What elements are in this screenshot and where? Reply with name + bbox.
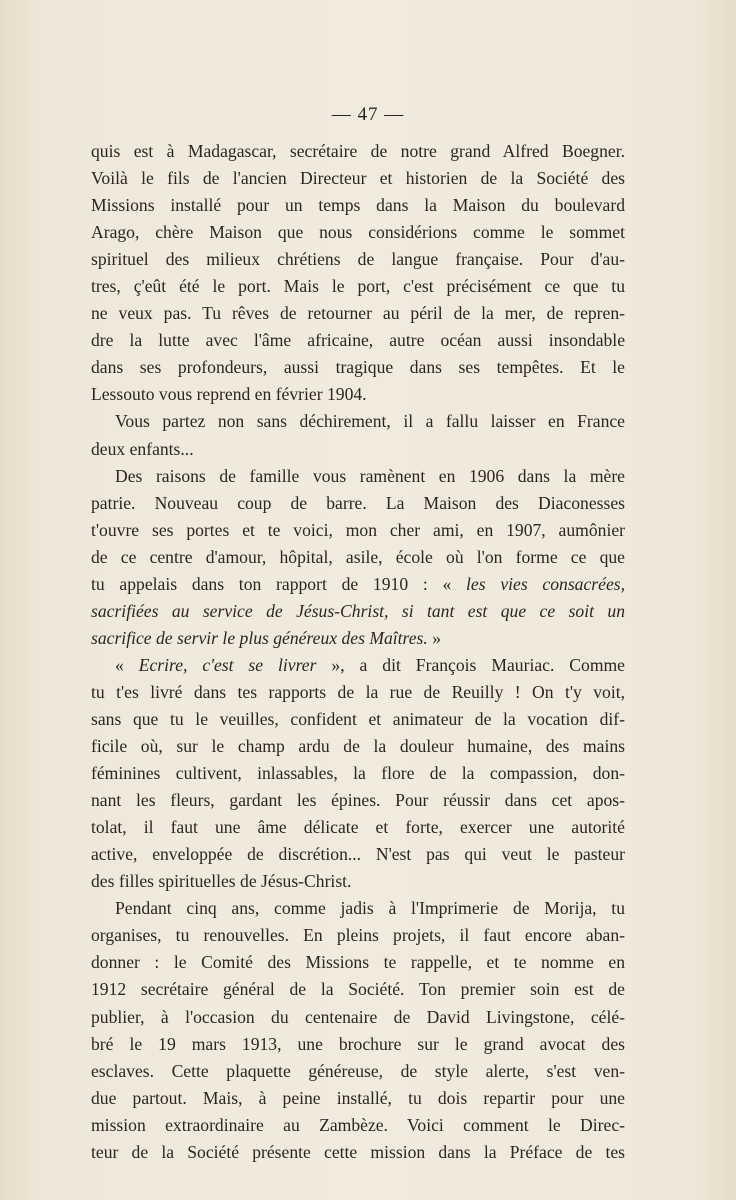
text-line: des filles spirituelles de Jésus-Christ. [91, 871, 352, 892]
text-line: publier, à l'occasion du centenaire de David Livingstone, célé- [91, 1006, 625, 1027]
text-line: active, enveloppée de discrétion... N'est pas qui veut le pasteur [91, 844, 625, 865]
text-line: tolat, il faut une âme délicate et forte, exercer une autorité [91, 817, 625, 838]
text-line: patrie. Nouveau coup de barre. La Maison des Diaconesses [91, 492, 625, 513]
text-line: mission extraordinaire au Zambèze. Voici comment le Direc- [91, 1114, 625, 1135]
text-line: Voilà le fils de l'ancien Directeur et historien de la Société des [91, 168, 625, 189]
text-line: Des raisons de famille vous ramènent en 1906 dans la mère [115, 465, 625, 486]
text-line: quis est à Madagascar, secrétaire de notre grand Alfred Boegner. [91, 141, 625, 161]
text-line [91, 571, 625, 598]
text-line: de ce centre d'amour, hôpital, asile, école où l'on forme ce que [91, 546, 625, 567]
text-line: dre la lutte avec l'âme africaine, autre océan aussi insondable [91, 330, 625, 351]
text-line: Missions installé pour un temps dans la Maison du boulevard [91, 195, 625, 216]
text-line: spirituel des milieux chrétiens de langue française. Pour d'au- [91, 249, 625, 270]
text-line: teur de la Société présente cette mission dans la Préface de tes [91, 1141, 625, 1162]
text-line: bré le 19 mars 1913, une brochure sur le grand avocat des [91, 1033, 625, 1054]
text-line [91, 625, 625, 652]
text-line: Vous partez non sans déchirement, il a fallu laisser en France [115, 411, 625, 432]
italic-text: Ecrire, c'est se livrer [138, 654, 317, 675]
text-line: t'ouvre ses portes et te voici, mon cher ami, en 1907, aumônier [91, 519, 625, 540]
text-span: » [427, 627, 442, 648]
text-line: Pendant cinq ans, comme jadis à l'Imprimerie de Morija, tu [115, 898, 625, 919]
body-text [91, 138, 625, 1166]
text-span: », a dit François Mauriac. Comme [316, 654, 625, 675]
text-line: Lessouto vous reprend en février 1904. [91, 384, 367, 405]
text-line: ficile où, sur le champ ardu de la douleur humaine, des mains [91, 736, 625, 757]
text-line: tu t'es livré dans tes rapports de la rue de Reuilly ! On t'y voit, [91, 681, 625, 702]
text-line: deux enfants... [91, 438, 194, 459]
text-line [91, 598, 625, 625]
text-line: féminines cultivent, inlassables, la flore de la compassion, don- [91, 763, 625, 784]
text-line: 1912 secrétaire général de la Société. Ton premier soin est de [91, 979, 625, 1000]
text-line: donner : le Comité des Missions te rappelle, et te nomme en [91, 952, 625, 973]
text-span: tu appelais dans ton rapport de 1910 : « [91, 573, 467, 594]
italic-text: sacrifiées au service de Jésus-Christ, si tant est que ce soit un [91, 600, 625, 621]
text-line: tres, ç'eût été le port. Mais le port, c'est précisément ce que tu [91, 276, 625, 297]
text-line: organises, tu renouvelles. En pleins projets, il faut encore aban- [91, 925, 625, 946]
text-line: ne veux pas. Tu rêves de retourner au péril de la mer, de repren- [91, 303, 625, 324]
text-span: « [115, 654, 139, 675]
page-number: — 47 — [331, 104, 405, 125]
text-line [91, 652, 625, 679]
text-line: nant les fleurs, gardant les épines. Pour réussir dans cet apos- [91, 790, 625, 811]
text-line: due partout. Mais, à peine installé, tu dois repartir pour une [91, 1087, 625, 1108]
italic-text: sacrifice de servir le plus généreux des Maîtres. [91, 627, 428, 648]
italic-text: les vies consacrées, [466, 573, 625, 594]
text-line: esclaves. Cette plaquette généreuse, de style alerte, s'est ven- [91, 1060, 625, 1081]
text-line: Arago, chère Maison que nous considérions comme le sommet [91, 222, 625, 243]
text-line: dans ses profondeurs, aussi tragique dans ses tempêtes. Et le [91, 357, 625, 378]
text-line: sans que tu le veuilles, confident et animateur de la vocation dif- [91, 708, 625, 729]
